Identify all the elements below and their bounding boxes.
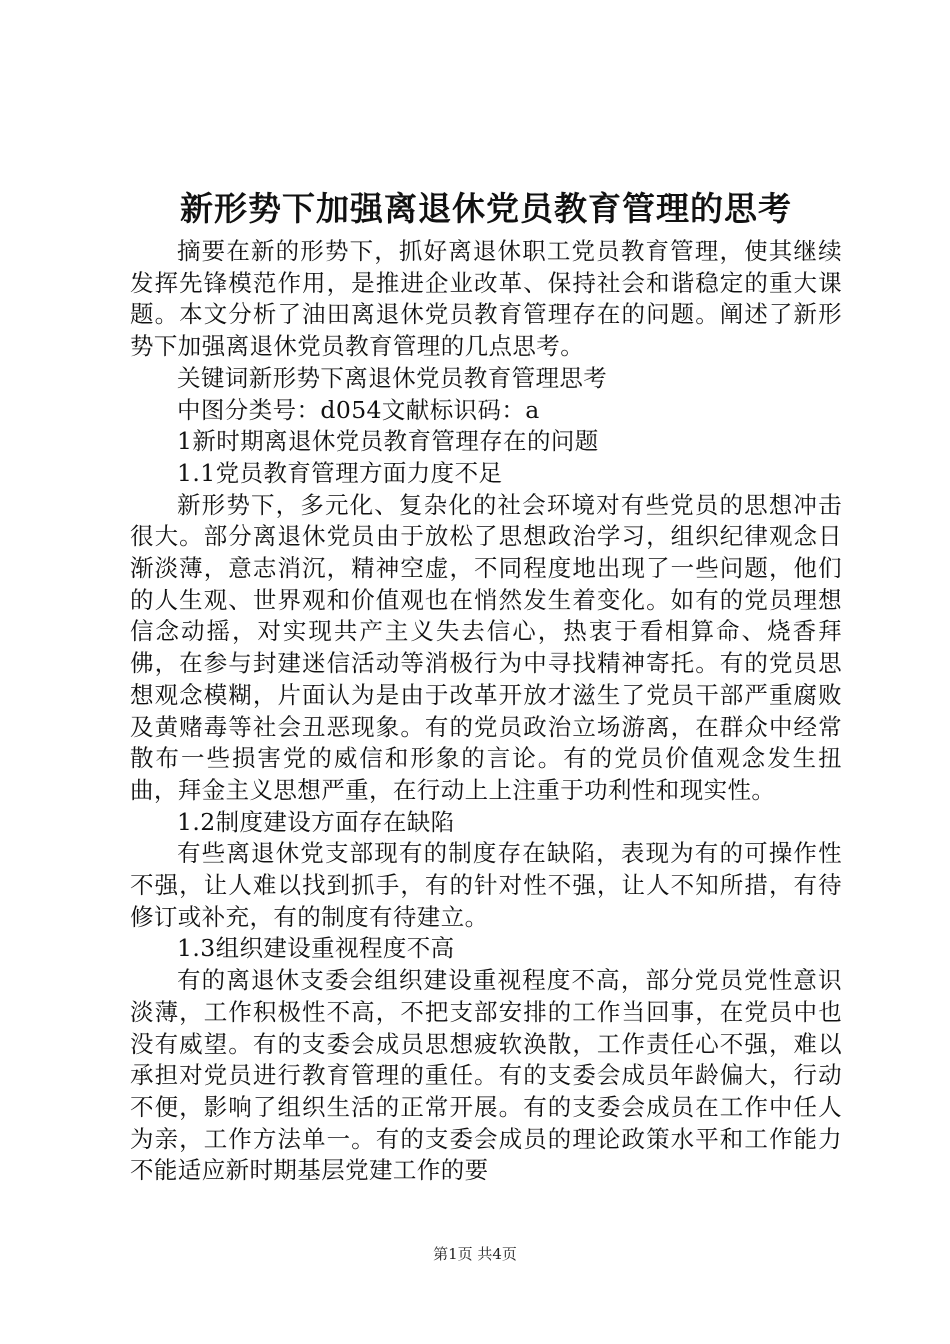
document-title: 新形势下加强离退休党员教育管理的思考 [180, 189, 792, 228]
subsection-heading-1-1: 1.1党员教育管理方面力度不足 [177, 458, 503, 487]
section-heading-1: 1新时期离退休党员教育管理存在的问题 [177, 427, 599, 456]
body-paragraph: 有些离退休党支部现有的制度存在缺陷，表现为有的可操作性不强，让人难以找到抓手，有的针对性不强，让人不知所措，有待修订或补充，有的制度有待建立。 [130, 839, 842, 931]
body-paragraph: 新形势下，多元化、复杂化的社会环境对有些党员的思想冲击很大。部分离退休党员由于放松了思想政治学习，组织纪律观念日渐淡薄，意志消沉，精神空虚，不同程度地出现了一些问题，他们的人生观、世界观和价值观也在悄然发生着变化。如有的党员理想信念动摇，对实现共产主义失去信心，热衷于看相算命、烧香拜佛，在参与封建迷信活动等消极行为中寻找精神寄托。有的党员思想观念模糊，片面认为是由于改革开放才滋生了党员干部严重腐败及黄赌毒等社会丑恶现象。有的党员政治立场游离，在群众中经常散布一些损害党的威信和形象的言论。有的党员价值观念发生扭曲，拜金主义思想严重，在行动上上注重于功利性和现实性。 [130, 490, 842, 804]
classification-line: 中图分类号：d054文献标识码：a [177, 395, 540, 424]
subsection-heading-1-3: 1.3组织建设重视程度不高 [177, 934, 455, 963]
keywords-line: 关键词新形势下离退休党员教育管理思考 [177, 363, 608, 392]
document-body [130, 236, 842, 1187]
body-paragraph: 有的离退休支委会组织建设重视程度不高，部分党员党性意识淡薄，工作积极性不高，不把支部安排的工作当回事，在党员中也没有威望。有的支委会成员思想疲软涣散，工作责任心不强，难以承担对党员进行教育管理的重任。有的支委会成员年龄偏大，行动不便，影响了组织生活的正常开展。有的支委会成员在工作中任人为亲，工作方法单一。有的支委会成员的理论政策水平和工作能力不能适应新时期基层党建工作的要 [130, 966, 842, 1185]
abstract-paragraph: 摘要在新的形势下，抓好离退休职工党员教育管理，使其继续发挥先锋模范作用，是推进企业改革、保持社会和谐稳定的重大课题。本文分析了油田离退休党员教育管理存在的问题。阐述了新形势下加强离退休党员教育管理的几点思考。 [130, 237, 842, 361]
page-number-footer: 第1页 共4页 [433, 1245, 517, 1263]
subsection-heading-1-2: 1.2制度建设方面存在缺陷 [177, 807, 455, 836]
